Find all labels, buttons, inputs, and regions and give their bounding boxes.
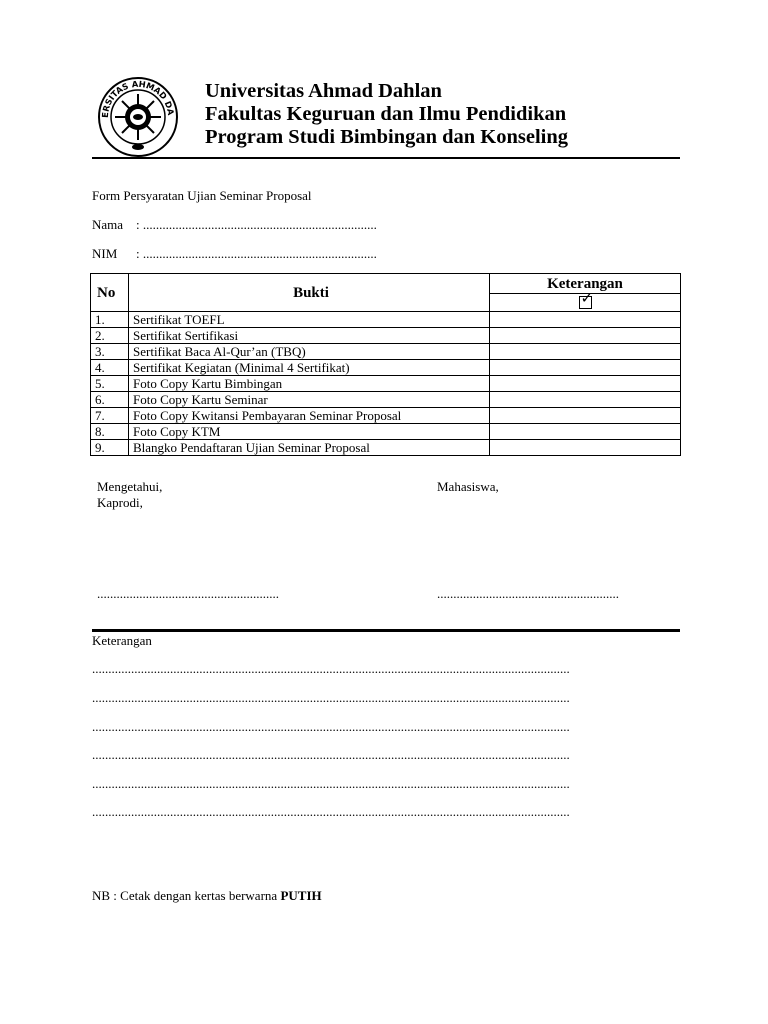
faculty-name: Fakultas Keguruan dan Ilmu Pendidikan bbox=[205, 103, 567, 125]
row-bukti: Foto Copy Kwitansi Pembayaran Seminar Proposal bbox=[129, 408, 490, 424]
row-number: 3. bbox=[91, 344, 129, 360]
row-bukti: Sertifikat Baca Al-Qur’an (TBQ) bbox=[129, 344, 490, 360]
nama-label: Nama bbox=[92, 217, 124, 232]
mengetahui-label: Mengetahui, bbox=[97, 479, 163, 494]
header-divider bbox=[92, 157, 680, 159]
row-bukti: Sertifikat TOEFL bbox=[129, 312, 490, 328]
row-keterangan-cell[interactable] bbox=[490, 376, 681, 392]
header-bukti: Bukti bbox=[129, 274, 490, 312]
table-row bbox=[91, 424, 681, 440]
kaprodi-signature-line[interactable]: ........................................................ bbox=[97, 586, 279, 601]
keterangan-label: Keterangan bbox=[92, 633, 152, 648]
mahasiswa-label: Mahasiswa, bbox=[437, 479, 499, 494]
row-number: 7. bbox=[91, 408, 129, 424]
row-keterangan-cell[interactable] bbox=[490, 344, 681, 360]
table-row bbox=[91, 408, 681, 424]
nim-label: NIM bbox=[92, 246, 118, 261]
requirements-table bbox=[90, 273, 681, 456]
table-row bbox=[91, 312, 681, 328]
logo-text: ERSITAS AHMAD DA bbox=[99, 78, 177, 119]
nama-field[interactable]: : ........................................................................ bbox=[136, 217, 377, 232]
row-number: 5. bbox=[91, 376, 129, 392]
program-name: Program Studi Bimbingan dan Konseling bbox=[205, 126, 569, 148]
row-bukti: Foto Copy Kartu Seminar bbox=[129, 392, 490, 408]
row-number: 9. bbox=[91, 440, 129, 456]
kaprodi-label: Kaprodi, bbox=[97, 495, 143, 510]
table-row bbox=[91, 392, 681, 408]
row-keterangan-cell[interactable] bbox=[490, 328, 681, 344]
header-keterangan: Keterangan bbox=[490, 274, 681, 294]
notes-line[interactable]: ................................................................................................................................................... bbox=[92, 719, 570, 734]
table-row bbox=[91, 360, 681, 376]
row-bukti: Foto Copy Kartu Bimbingan bbox=[129, 376, 490, 392]
row-keterangan-cell[interactable] bbox=[490, 424, 681, 440]
notes-line[interactable]: ................................................................................................................................................... bbox=[92, 776, 570, 791]
notes-line[interactable]: ................................................................................................................................................... bbox=[92, 804, 570, 819]
university-logo bbox=[92, 76, 184, 158]
table-row bbox=[91, 440, 681, 456]
table-row bbox=[91, 376, 681, 392]
section-divider bbox=[92, 629, 680, 632]
row-bukti: Sertifikat Sertifikasi bbox=[129, 328, 490, 344]
row-keterangan-cell[interactable] bbox=[490, 408, 681, 424]
mahasiswa-signature-line[interactable]: ........................................................ bbox=[437, 586, 619, 601]
notes-line[interactable]: ................................................................................................................................................... bbox=[92, 661, 570, 676]
row-number: 8. bbox=[91, 424, 129, 440]
notes-line[interactable]: ................................................................................................................................................... bbox=[92, 690, 570, 705]
checkbox-icon: ✓ bbox=[580, 289, 594, 308]
footer-note-emphasis: PUTIH bbox=[280, 888, 322, 903]
nim-field[interactable]: : ........................................................................ bbox=[136, 246, 377, 261]
header-check bbox=[490, 289, 681, 312]
notes-line[interactable]: ................................................................................................................................................... bbox=[92, 747, 570, 762]
row-bukti: Foto Copy KTM bbox=[129, 424, 490, 440]
footer-note bbox=[92, 888, 322, 903]
row-keterangan-cell[interactable] bbox=[490, 312, 681, 328]
row-keterangan-cell[interactable] bbox=[490, 360, 681, 376]
row-keterangan-cell[interactable] bbox=[490, 392, 681, 408]
row-keterangan-cell[interactable] bbox=[490, 440, 681, 456]
table-row bbox=[91, 344, 681, 360]
header-no: No bbox=[91, 274, 129, 312]
row-number: 2. bbox=[91, 328, 129, 344]
table-row bbox=[91, 328, 681, 344]
header-title bbox=[205, 80, 568, 149]
university-name: Universitas Ahmad Dahlan bbox=[205, 80, 442, 102]
row-bukti: Blangko Pendaftaran Ujian Seminar Proposal bbox=[129, 440, 490, 456]
row-number: 1. bbox=[91, 312, 129, 328]
footer-note-text: NB : Cetak dengan kertas berwarna bbox=[92, 888, 278, 903]
row-bukti: Sertifikat Kegiatan (Minimal 4 Sertifikat) bbox=[129, 360, 490, 376]
row-number: 6. bbox=[91, 392, 129, 408]
form-title: Form Persyaratan Ujian Seminar Proposal bbox=[92, 188, 312, 203]
row-number: 4. bbox=[91, 360, 129, 376]
